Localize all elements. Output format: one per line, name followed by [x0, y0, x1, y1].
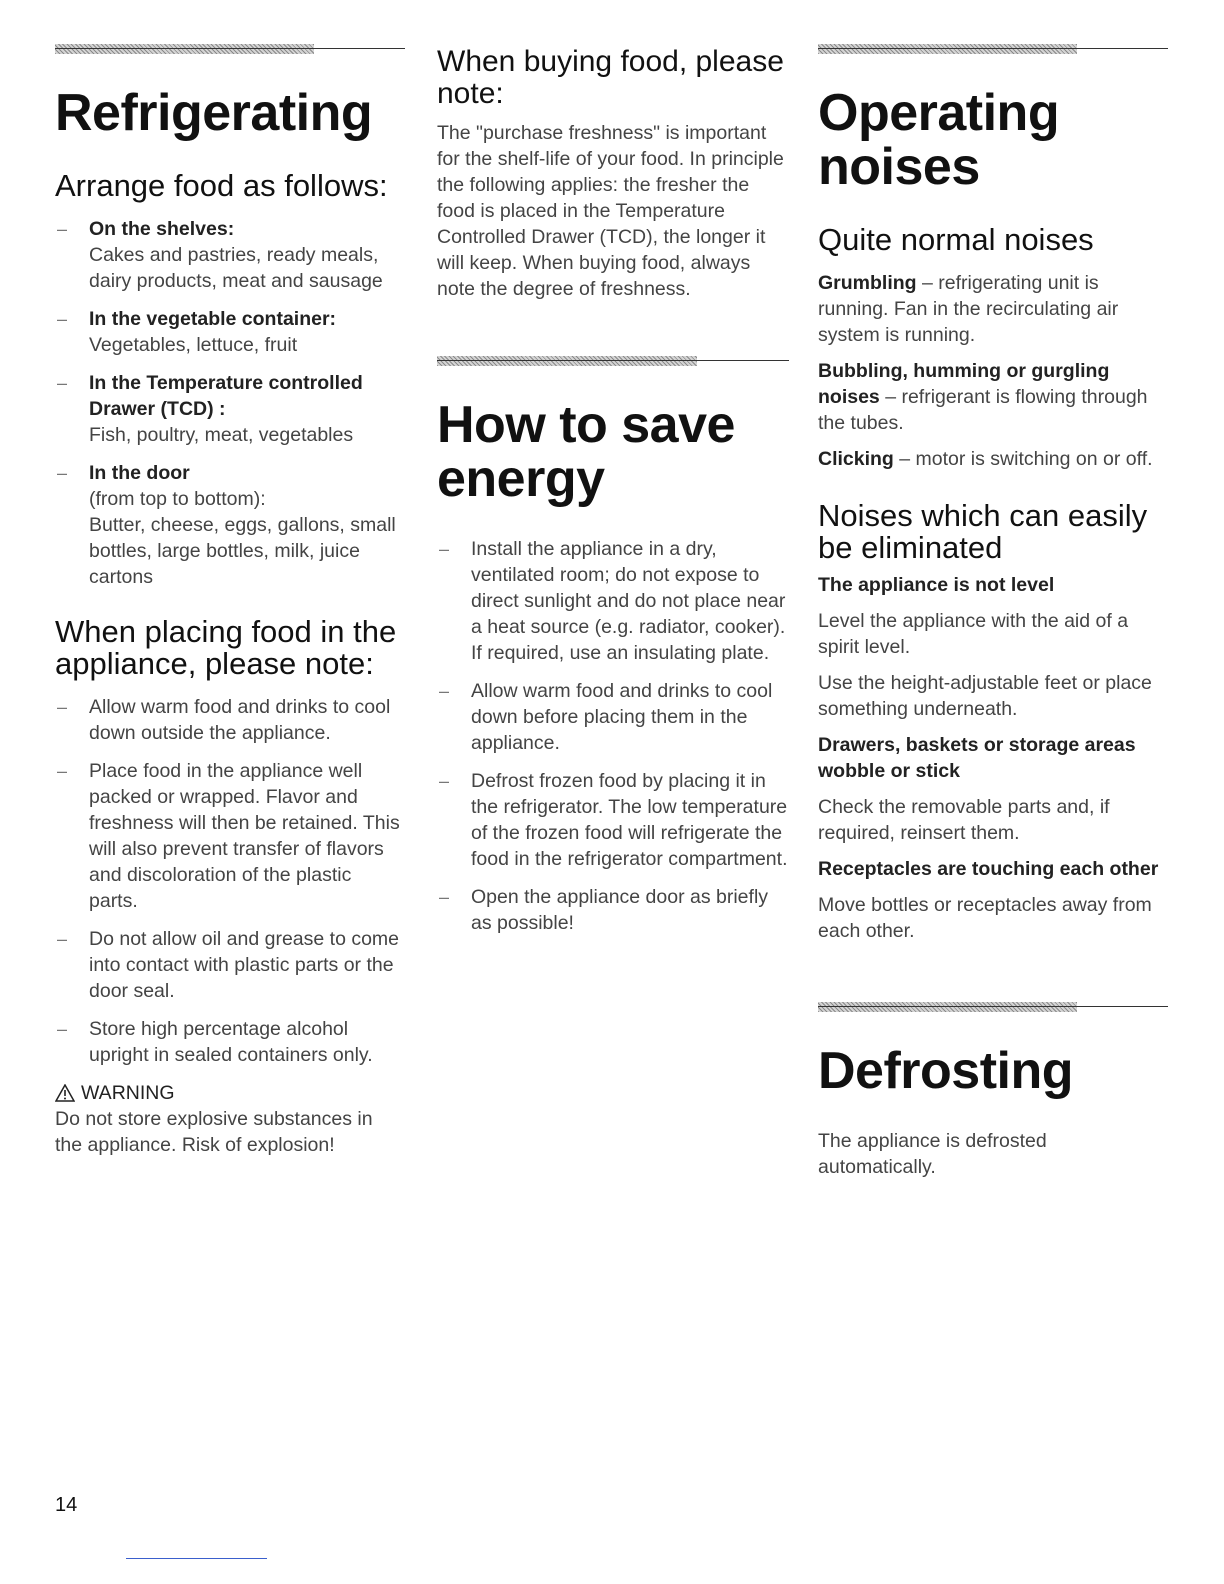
- level-text: Level the appliance with the aid of a spirit level.: [818, 610, 1129, 658]
- column-refrigerating: [55, 44, 405, 1158]
- normal-noises-heading: Quite normal noises: [818, 222, 1094, 257]
- section-rule: [437, 356, 789, 368]
- warning-text: Do not store explosive substances in the appliance. Risk of explosion!: [55, 1108, 373, 1156]
- list-item: – Do not allow oil and grease to come into contact with plastic parts or the door seal.: [55, 926, 405, 1004]
- arrange-list: [55, 216, 405, 590]
- list-item: – In the vegetable container: Vegetables, lettuce, fruit: [55, 306, 405, 358]
- list-item: – In the door (from top to bottom): Butter, cheese, eggs, gallons, small bottles, large bottles, milk, juice cartons: [55, 460, 405, 590]
- list-item: – Allow warm food and drinks to cool down outside the appliance.: [55, 694, 405, 746]
- placing-list: [55, 694, 405, 1068]
- energy-title: How to save energy: [437, 396, 735, 508]
- section-rule: [818, 1002, 1168, 1014]
- warning-title: WARNING: [55, 1080, 405, 1106]
- defrosting-title: Defrosting: [818, 1042, 1073, 1100]
- noise-item: Clicking – motor is switching on or off.: [818, 448, 1153, 470]
- warning-triangle-icon: [55, 1084, 75, 1102]
- list-item: – Store high percentage alcohol upright in sealed containers only.: [55, 1016, 405, 1068]
- level-text-2: Use the height-adjustable feet or place something underneath.: [818, 672, 1152, 720]
- column-noises-defrosting: [818, 44, 1168, 1190]
- eliminated-noises-heading: Noises which can easily be eliminated: [818, 498, 1148, 565]
- column-buying-energy: [437, 44, 789, 948]
- level-heading: The appliance is not level: [818, 574, 1055, 596]
- footer-rule: [126, 1558, 267, 1559]
- list-item: – Open the appliance door as briefly as possible!: [437, 884, 789, 936]
- drawers-text: Check the removable parts and, if required, reinsert them.: [818, 796, 1110, 844]
- section-rule: [55, 44, 405, 56]
- noises-title: Operating noises: [818, 84, 1060, 196]
- list-item: – On the shelves: Cakes and pastries, ready meals, dairy products, meat and sausage: [55, 216, 405, 294]
- noise-item: Grumbling – refrigerating unit is running. Fan in the recirculating air system is running.: [818, 272, 1119, 346]
- page-number: 14: [55, 1494, 78, 1516]
- energy-list: [437, 536, 789, 936]
- arrange-heading: Arrange food as follows:: [55, 168, 388, 203]
- buying-text: The "purchase freshness" is important for the shelf-life of your food. In principle the following applies: the fresher the food is placed in the Temperature Controlled Drawer (TCD), the longer it will keep. When buying food, always note the degree of freshness.: [437, 122, 784, 300]
- buying-heading: When buying food, please note:: [437, 45, 784, 110]
- list-item: – Defrost frozen food by placing it in the refrigerator. The low temperature of the frozen food will refrigerate the food in the refrigerator compartment.: [437, 768, 789, 872]
- receptacles-heading: Receptacles are touching each other: [818, 858, 1159, 880]
- receptacles-text: Move bottles or receptacles away from each other.: [818, 894, 1152, 942]
- defrosting-text: The appliance is defrosted automatically.: [818, 1130, 1047, 1178]
- section-rule: [818, 44, 1168, 56]
- noise-item: Bubbling, humming or gurgling noises – refrigerant is flowing through the tubes.: [818, 360, 1148, 434]
- list-item: – In the Temperature controlled Drawer (TCD) : Fish, poultry, meat, vegetables: [55, 370, 405, 448]
- drawers-heading: Drawers, baskets or storage areas wobble or stick: [818, 734, 1136, 782]
- list-item: – Place food in the appliance well packed or wrapped. Flavor and freshness will then be retained. This will also prevent transfer of flavors and discoloration of the plastic parts.: [55, 758, 405, 914]
- list-item: – Allow warm food and drinks to cool down before placing them in the appliance.: [437, 678, 789, 756]
- placing-heading: When placing food in the appliance, please note:: [55, 614, 397, 681]
- refrigerating-title: Refrigerating: [55, 84, 373, 142]
- list-item: – Install the appliance in a dry, ventilated room; do not expose to direct sunlight and do not place near a heat source (e.g. radiator, cooker). If required, use an insulating plate.: [437, 536, 789, 666]
